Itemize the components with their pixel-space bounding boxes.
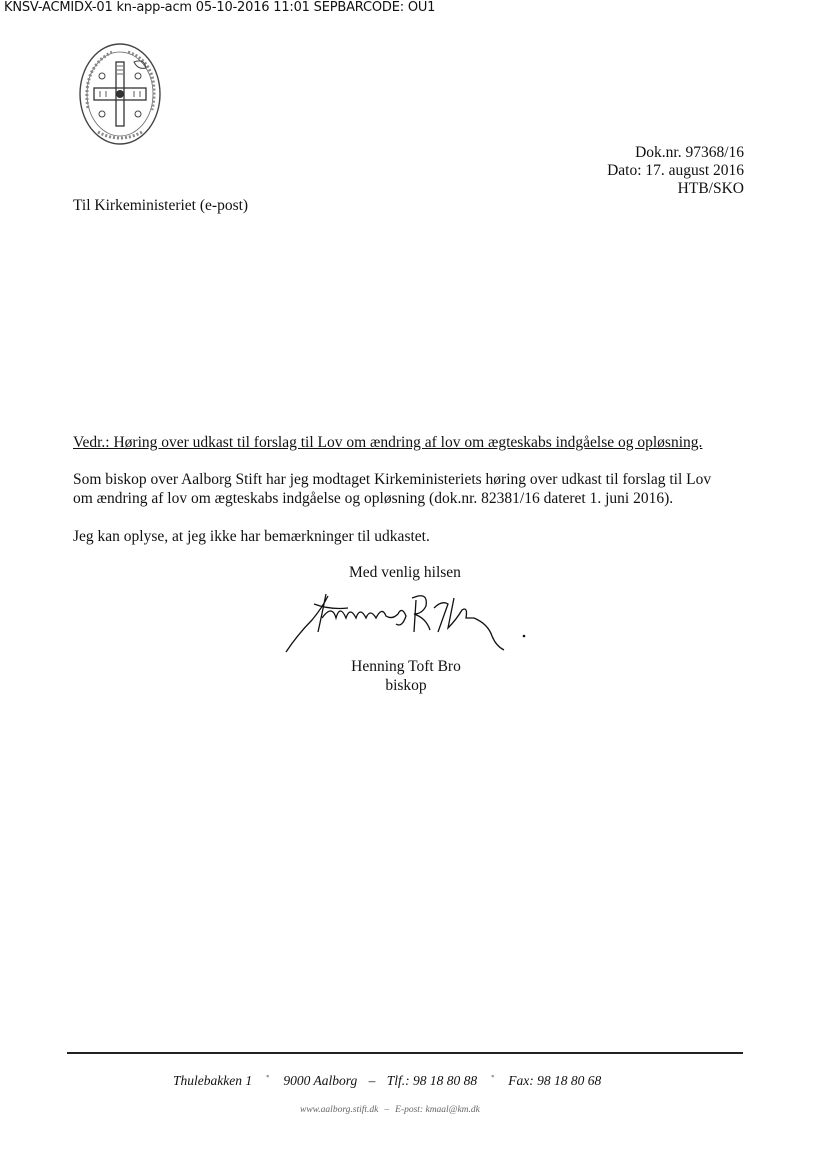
footer-address: Thulebakken 1 (173, 1072, 253, 1088)
handwritten-signature (278, 584, 538, 660)
footer-email-link[interactable]: E-post: kmaal@km.dk (395, 1105, 480, 1115)
footer-divider (67, 1052, 743, 1054)
closing-salutation: Med venlig hilsen (349, 564, 461, 581)
footer-phone: Tlf.: 98 18 80 88 (386, 1072, 478, 1088)
document-number: Dok.nr. 97368/16 (635, 144, 744, 161)
recipient: Til Kirkeministeriet (e-post) (73, 197, 249, 214)
footer-web-link[interactable]: www.aalborg.stift.dk (300, 1105, 379, 1115)
body-paragraph-2: Jeg kan oplyse, at jeg ikke har bemærkninger til udkastet. (73, 528, 430, 545)
document-meta (607, 144, 744, 198)
footer-city: 9000 Aalborg (283, 1072, 358, 1088)
subject-line: Vedr.: Høring over udkast til forslag til Lov om ændring af lov om ægteskabs indgåelse og opløsning. (73, 434, 703, 451)
signer-name: Henning Toft Bro (351, 658, 461, 675)
diocese-seal-icon (76, 40, 164, 148)
footer-web-email (300, 1105, 480, 1115)
body-paragraph-1-line-1: Som biskop over Aalborg Stift har jeg modtaget Kirkeministeriets høring over udkast til forslag til Lov (73, 471, 712, 488)
footer-separator: – (368, 1072, 376, 1088)
footer-small-separator: – (384, 1105, 390, 1115)
fax-header: KNSV-ACMIDX-01 kn-app-acm 05-10-2016 11:01 SEPBARCODE: OU1 (4, 0, 436, 15)
footer-fax: Fax: 98 18 80 68 (508, 1072, 602, 1088)
document-date: Dato: 17. august 2016 (607, 162, 744, 179)
signer-title: biskop (385, 677, 427, 694)
body-paragraph-1 (73, 470, 753, 508)
signer-block (300, 657, 512, 695)
document-initials: HTB/SKO (677, 180, 744, 197)
footer-contact-line: Thulebakken 1 ▪ 9000 Aalborg – Tlf.: 98 18 80 88 ▪ Fax: 98 18 80 68 (173, 1071, 602, 1088)
body-paragraph-1-line-2: om ændring af lov om ægteskabs indgåelse og opløsning (dok.nr. 82381/16 dateret 1. juni 2016). (73, 490, 674, 507)
